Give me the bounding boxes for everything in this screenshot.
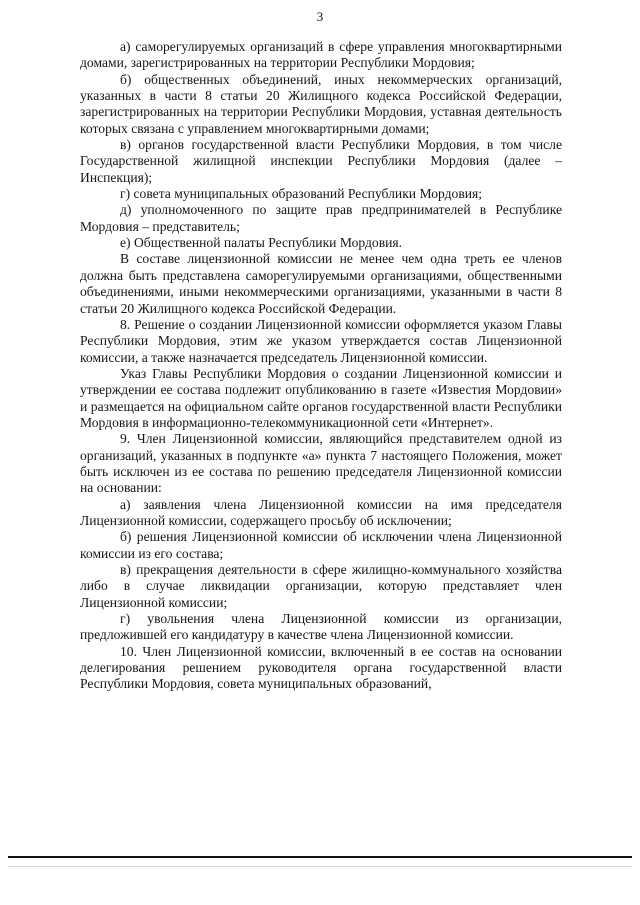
- document-body: [80, 39, 562, 693]
- scan-bottom-edge: [8, 856, 632, 858]
- paragraph-decree-publication: Указ Главы Республики Мордовия о создании Лицензионной комиссии и утверждении ее состава подлежит опубликованию в газете «Известия Мордовии» и размещается на официальном сайте органов государственной власти Республики Мордовия в информационно-телекоммуникационной сети «Интернет».: [80, 365, 562, 430]
- paragraph-composition-requirement: В составе лицензионной комиссии не менее чем одна треть ее членов должна быть представлена саморегулируемыми организациями, общественными объединениями, иными некоммерческими организациями, указанными в части 8 статьи 20 Жилищного кодекса Российской Федерации.: [80, 251, 562, 316]
- paragraph-subitem-g-municipal-council: г) совета муниципальных образований Республики Мордовия;: [120, 186, 483, 202]
- paragraph-item-9-v: в) прекращения деятельности в сфере жилищно-коммунального хозяйства либо в случае ликвидации организации, которую представляет член Лицензионной комиссии;: [80, 562, 562, 610]
- paragraph-item-9-g: г) увольнения члена Лицензионной комиссии из организации, предложившей его кандидатуру в качестве члена Лицензионной комиссии.: [80, 611, 562, 643]
- paragraph-item-9: 9. Член Лицензионной комиссии, являющийся представителем одной из организаций, указанных в подпункте «а» пункта 7 настоящего Положения, может быть исключен из ее состава по решению председателя Лицензионной комиссии на основании:: [80, 431, 562, 496]
- paragraph-subitem-b-public-associations: б) общественных объединений, иных некоммерческих организаций, указанных в части 8 статьи 20 Жилищного кодекса Российской Федерации, зарегистрированных на территории Республики Мордовия, уставная деятельность которых связана с управлением многоквартирными домами;: [80, 71, 562, 136]
- paragraph-item-9-a: а) заявления члена Лицензионной комиссии на имя председателя Лицензионной комиссии, содержащего просьбу об исключении;: [80, 496, 562, 528]
- paragraph-item-8: 8. Решение о создании Лицензионной комиссии оформляется указом Главы Республики Мордовия, этим же указом утверждается состав Лицензионной комиссии, а также назначается председатель Лицензионной комиссии.: [80, 316, 562, 365]
- paragraph-item-9-b: б) решения Лицензионной комиссии об исключении члена Лицензионной комиссии из его состава;: [80, 529, 562, 561]
- paragraph-subitem-e-public-chamber: е) Общественной палаты Республики Мордовия.: [120, 235, 403, 251]
- page-number: 3: [316, 9, 324, 24]
- paragraph-subitem-a-sro: а) саморегулируемых организаций в сфере управления многоквартирными домами, зарегистрированных на территории Республики Мордовия;: [80, 39, 562, 71]
- scan-bottom-shadow: [8, 866, 632, 867]
- paragraph-subitem-d-ombudsman: д) уполномоченного по защите прав предпринимателей в Республике Мордовия – представитель;: [80, 202, 562, 234]
- paragraph-subitem-v-state-bodies: в) органов государственной власти Республики Мордовия, в том числе Государственной жилищной инспекции Республики Мордовия (далее –Инспекция);: [80, 137, 562, 185]
- paragraph-item-10: 10. Член Лицензионной комиссии, включенный в ее состав на основании делегирования решением руководителя органа государственной власти Республики Мордовия, совета муниципальных образований,: [80, 643, 562, 692]
